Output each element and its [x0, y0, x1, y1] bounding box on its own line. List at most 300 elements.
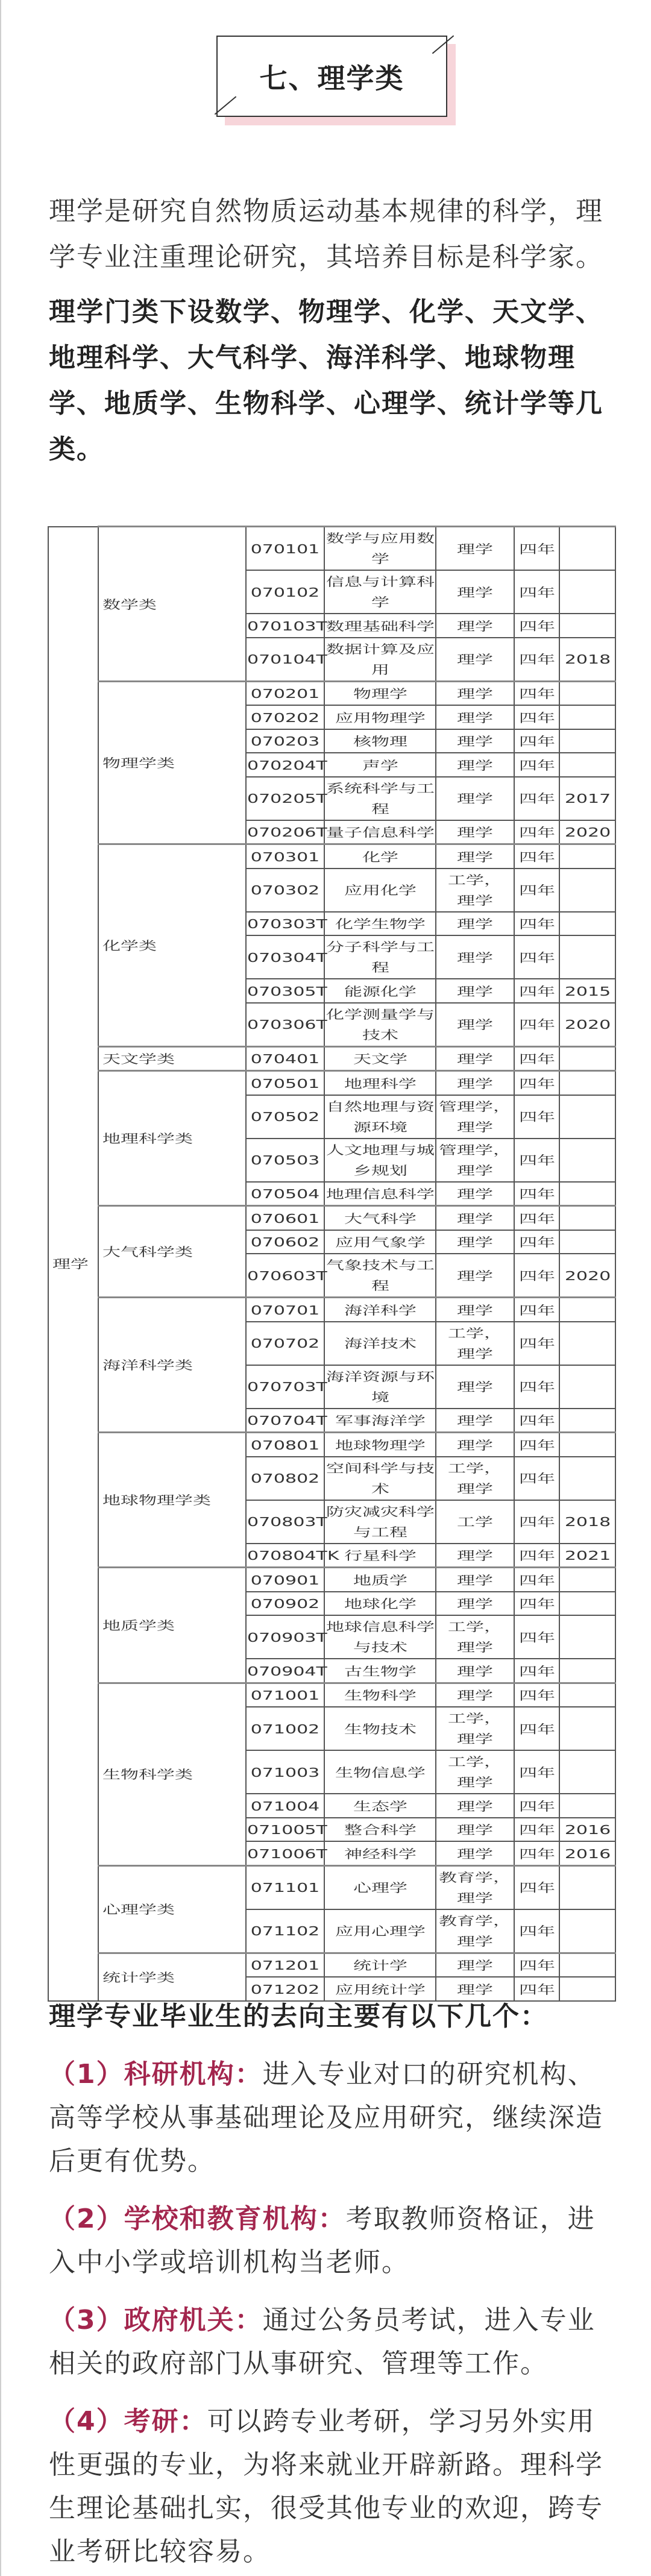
major-code-cell [246, 729, 324, 753]
table-row [48, 1683, 615, 1707]
degree-cell-text: 教育学， 理学 [439, 1913, 511, 1949]
major-name-cell-text: 海洋科学 [344, 1302, 417, 1318]
degree-cell-text: 理学 [457, 758, 493, 773]
major-name-cell [324, 1544, 436, 1568]
degree-cell-text: 理学 [457, 710, 493, 725]
year-added-cell [559, 1457, 615, 1500]
major-name-cell [324, 1182, 436, 1206]
year-added-cell [559, 1365, 615, 1409]
degree-cell [436, 1298, 514, 1322]
major-name-cell-text: 古生物学 [344, 1663, 417, 1679]
degree-cell [436, 1254, 514, 1298]
major-code-cell-text: 071202 [250, 1982, 320, 1997]
major-code-cell [246, 570, 324, 614]
duration-cell [514, 1071, 559, 1095]
major-name-cell-text: 心理学 [353, 1880, 407, 1896]
duration-cell [514, 777, 559, 820]
degree-cell-text: 工学， 理学 [448, 1619, 502, 1654]
major-name-cell [324, 912, 436, 936]
major-code-cell-text: 070903T [247, 1630, 327, 1645]
year-added-cell [559, 844, 615, 869]
year-added-cell-text: 2016 [564, 1846, 611, 1861]
category-cell-text: 天文学类 [102, 1052, 175, 1066]
duration-cell-text: 四年 [518, 1515, 555, 1530]
major-code-cell-text: 070401 [250, 1052, 320, 1066]
degree-cell [436, 1003, 514, 1047]
degree-cell [436, 1707, 514, 1750]
year-added-cell [559, 705, 615, 729]
major-name-cell-text: 数理基础科学 [326, 618, 435, 633]
major-name-cell-text: 生态学 [353, 1798, 407, 1814]
degree-cell-text: 工学， 理学 [448, 1755, 502, 1789]
degree-cell-text: 工学， 理学 [448, 1325, 502, 1361]
year-added-cell-text: 2021 [564, 1548, 611, 1563]
duration-cell [514, 1500, 559, 1544]
major-code-cell-text: 070703T [247, 1380, 327, 1395]
degree-cell-text: 理学 [457, 1597, 493, 1611]
major-name-cell-text: 化学生物学 [335, 917, 426, 931]
major-code-cell-text: 070704T [247, 1413, 327, 1428]
year-added-cell-text: 2018 [564, 652, 611, 667]
duration-cell-text: 四年 [518, 1798, 555, 1814]
category-cell-text: 地质学类 [102, 1618, 175, 1633]
year-added-cell [559, 935, 615, 979]
major-name-cell [324, 705, 436, 729]
duration-cell [514, 1794, 559, 1818]
major-name-cell [324, 1457, 436, 1500]
major-name-cell [324, 1071, 436, 1095]
degree-cell-text: 理学 [457, 950, 493, 965]
major-code-cell [246, 1071, 324, 1095]
year-added-cell [559, 869, 615, 912]
major-code-cell [246, 1046, 324, 1071]
major-name-cell-text: 应用气象学 [335, 1235, 426, 1249]
major-code-cell [246, 777, 327, 820]
category-cell-text: 大气科学类 [102, 1245, 193, 1260]
major-catalog-table [48, 526, 616, 2002]
major-code-cell [246, 1683, 324, 1707]
major-code-cell [246, 912, 327, 936]
major-code-cell [246, 1457, 324, 1500]
year-added-cell [559, 1182, 615, 1206]
major-code-cell-text: 070203 [250, 734, 320, 749]
duration-cell-text: 四年 [518, 1630, 555, 1645]
degree-cell [436, 1139, 514, 1182]
duration-cell-text: 四年 [518, 652, 555, 667]
major-name-cell-text: 统计学 [353, 1958, 407, 1973]
major-name-cell-text: 防灾减灾科学与工程 [326, 1504, 435, 1539]
duration-cell-text: 四年 [518, 1076, 555, 1091]
title-frame [216, 36, 447, 117]
degree-cell [436, 979, 514, 1003]
major-name-cell-text: 气象技术与工程 [326, 1258, 435, 1293]
degree-cell [436, 1544, 514, 1568]
category-cell [98, 1683, 246, 1865]
year-added-cell [559, 1544, 615, 1568]
major-name-cell-text: 地质学 [353, 1572, 407, 1588]
duration-cell [514, 1322, 559, 1365]
major-name-cell [324, 614, 436, 638]
outlook-item-label: （4）考研： [49, 2406, 207, 2437]
major-name-cell [324, 1707, 436, 1750]
degree-cell-text: 教育学， 理学 [439, 1870, 511, 1905]
outlook-item-text: 可以跨专业考研，学习另外实用性更强的专业，为将来就业开辟新路。理科学生理论基础扎实，很受其他专业的欢迎，跨专业考研比较容易。 [49, 2406, 603, 2567]
major-name-cell-text: 生物技术 [344, 1721, 417, 1736]
duration-cell [514, 1841, 559, 1865]
duration-cell-text: 四年 [518, 1380, 555, 1395]
major-name-cell-text: 人文地理与城乡规划 [326, 1142, 435, 1178]
degree-cell [436, 820, 514, 844]
major-code-cell [246, 1707, 324, 1750]
duration-cell [514, 1254, 559, 1298]
major-name-cell-text: 自然地理与资源环境 [326, 1099, 435, 1134]
major-code-cell [246, 1500, 327, 1544]
year-added-cell [559, 1592, 615, 1616]
degree-cell [436, 1659, 514, 1683]
duration-cell-text: 四年 [518, 825, 555, 840]
degree-cell [436, 614, 514, 638]
category-cell [98, 844, 246, 1047]
category-cell [98, 1953, 246, 2001]
major-code-cell [246, 1865, 324, 1909]
year-added-cell [559, 1046, 615, 1071]
year-added-cell-text: 2020 [564, 1268, 611, 1283]
category-cell-text: 生物科学类 [102, 1767, 193, 1782]
major-code-cell [246, 638, 327, 682]
duration-cell-text: 四年 [518, 1880, 555, 1896]
major-name-cell [324, 638, 436, 682]
table-row [48, 844, 615, 869]
major-name-cell [324, 1953, 436, 1977]
major-code-cell [246, 753, 327, 777]
duration-cell [514, 681, 559, 705]
degree-cell [436, 1683, 514, 1707]
degree-cell-text: 理学 [457, 917, 493, 931]
year-added-cell [559, 1953, 615, 1977]
category-cell-text: 物理学类 [102, 756, 175, 770]
year-added-cell [559, 1707, 615, 1750]
degree-cell [436, 1046, 514, 1071]
major-code-cell [246, 820, 327, 844]
degree-cell [436, 1794, 514, 1818]
degree-cell [436, 753, 514, 777]
major-code-cell-text: 070603T [247, 1268, 327, 1283]
degree-cell [436, 912, 514, 936]
degree-cell [436, 1841, 514, 1865]
duration-cell-text: 四年 [518, 1413, 555, 1428]
degree-cell [436, 935, 514, 979]
major-code-cell-text: 071006T [247, 1846, 327, 1861]
degree-cell-text: 管理学， 理学 [439, 1099, 511, 1134]
degree-cell-text: 理学 [457, 734, 493, 749]
major-name-cell-text: 行星科学 [344, 1548, 417, 1563]
year-added-cell [559, 1841, 615, 1865]
year-added-cell [559, 1139, 615, 1182]
degree-cell [436, 1568, 514, 1592]
major-name-cell [324, 1818, 436, 1842]
major-code-cell [246, 681, 324, 705]
degree-cell [436, 1322, 514, 1365]
duration-cell [514, 1865, 559, 1909]
major-code-cell-text: 070702 [250, 1336, 320, 1351]
category-cell-text: 化学类 [102, 938, 157, 953]
major-code-cell-text: 070302 [250, 883, 320, 898]
major-name-cell [324, 1750, 436, 1794]
table-row [48, 1046, 615, 1071]
year-added-cell [559, 1909, 615, 1953]
major-code-cell [246, 869, 324, 912]
degree-cell-text: 理学 [457, 1302, 493, 1318]
duration-cell [514, 1139, 559, 1182]
major-code-cell [246, 1659, 327, 1683]
outlook-item [49, 2197, 612, 2284]
degree-cell [436, 1457, 514, 1500]
major-name-cell-text: 信息与计算科学 [326, 574, 435, 609]
major-code-cell-text: 071201 [250, 1958, 320, 1973]
degree-cell [436, 1750, 514, 1794]
duration-cell [514, 1095, 559, 1139]
duration-cell [514, 1615, 559, 1659]
major-code-cell-text: 071003 [250, 1765, 320, 1780]
major-code-cell [246, 614, 327, 638]
major-name-cell-text: 空间科学与技术 [326, 1460, 435, 1496]
table-row [48, 1568, 615, 1592]
year-added-cell [559, 1500, 615, 1544]
degree-cell [436, 1909, 514, 1953]
major-code-cell-text: 070503 [250, 1153, 320, 1168]
major-name-cell-text: 地理科学 [344, 1076, 417, 1091]
category-cell [98, 1046, 246, 1071]
career-outlook-section [49, 1995, 612, 2574]
duration-cell [514, 1707, 559, 1750]
year-added-cell-text: 2017 [564, 791, 611, 806]
duration-cell [514, 1544, 559, 1568]
duration-cell [514, 570, 559, 614]
year-added-cell [559, 1230, 615, 1254]
duration-cell [514, 979, 559, 1003]
duration-cell-text: 四年 [518, 734, 555, 749]
major-code-cell-text: 070502 [250, 1110, 320, 1125]
major-code-cell [246, 1433, 324, 1457]
duration-cell-text: 四年 [518, 686, 555, 701]
major-code-cell-text: 071004 [250, 1798, 320, 1814]
year-added-cell [559, 753, 615, 777]
major-code-cell [246, 705, 324, 729]
section-title-box [216, 36, 447, 117]
major-code-cell-text: 070904T [247, 1663, 327, 1679]
major-name-cell-text: 整合科学 [344, 1823, 417, 1837]
degree-cell-text: 理学 [457, 686, 493, 701]
major-code-cell [246, 1953, 324, 1977]
year-added-cell [559, 1095, 615, 1139]
duration-cell-text: 四年 [518, 1688, 555, 1703]
major-name-cell [324, 1409, 436, 1433]
major-code-cell-text: 070801 [250, 1437, 320, 1453]
major-code-cell [246, 1365, 327, 1409]
major-code-cell [246, 1139, 324, 1182]
year-added-cell [559, 1409, 615, 1433]
degree-cell-text: 理学 [457, 1982, 493, 1997]
table-row [48, 1865, 615, 1909]
degree-cell-text: 理学 [457, 1413, 493, 1428]
major-name-cell [324, 1230, 436, 1254]
major-code-cell-text: 070202 [250, 710, 320, 725]
major-name-cell [324, 753, 436, 777]
degree-cell-text: 工学， 理学 [448, 872, 502, 908]
duration-cell-text: 四年 [518, 1846, 555, 1861]
duration-cell-text: 四年 [518, 1765, 555, 1780]
duration-cell-text: 四年 [518, 1597, 555, 1611]
duration-cell [514, 1818, 559, 1842]
subjects-summary-paragraph: 理学门类下设数学、物理学、化学、天文学、地理科学、大气科学、海洋科学、地球物理学、地质学、生物科学、心理学、统计学等几类。 [49, 297, 603, 465]
duration-cell [514, 1592, 559, 1616]
duration-cell [514, 753, 559, 777]
major-name-cell-text: 物理学 [353, 686, 407, 701]
degree-cell [436, 638, 514, 682]
year-added-cell [559, 729, 615, 753]
duration-cell-text: 四年 [518, 1572, 555, 1588]
degree-cell-text: 理学 [457, 1017, 493, 1032]
major-code-cell-text: 070501 [250, 1076, 320, 1091]
year-added-cell-text: 2020 [564, 1017, 611, 1032]
degree-cell-text: 理学 [457, 825, 493, 840]
year-added-cell [559, 570, 615, 614]
major-name-cell [324, 869, 436, 912]
degree-cell [436, 1365, 514, 1409]
major-code-cell-text: 070204T [247, 758, 327, 773]
major-name-cell [324, 777, 436, 820]
major-name-cell [324, 820, 436, 844]
major-code-cell-text: 070701 [250, 1302, 320, 1318]
major-code-cell [246, 1909, 324, 1953]
duration-cell [514, 1953, 559, 1977]
major-code-cell [246, 1818, 327, 1842]
major-name-cell [324, 1865, 436, 1909]
year-added-cell [559, 1433, 615, 1457]
outlook-item-text: 进入专业对口的研究机构、高等学校从事基础理论及应用研究，继续深造后更有优势。 [49, 2059, 603, 2176]
major-code-cell-text: 070206T [247, 825, 327, 840]
duration-cell-text: 四年 [518, 1153, 555, 1168]
duration-cell-text: 四年 [518, 849, 555, 864]
duration-cell [514, 1206, 559, 1230]
degree-cell-text: 理学 [457, 1076, 493, 1091]
major-name-cell-text: 量子信息科学 [326, 825, 435, 840]
major-name-cell-text: 系统科学与工程 [326, 781, 435, 816]
major-name-cell [324, 1568, 436, 1592]
intro-paragraph: 理学是研究自然物质运动基本规律的科学，理学专业注重理论研究，其培养目标是科学家。 [49, 196, 603, 272]
major-code-cell-text: 070103T [247, 618, 327, 633]
degree-cell-text: 工学， 理学 [448, 1460, 502, 1496]
category-cell-text: 地球物理学类 [102, 1493, 211, 1508]
duration-cell-text: 四年 [518, 1211, 555, 1226]
duration-cell-text: 四年 [518, 1471, 555, 1486]
duration-cell-text: 四年 [518, 1437, 555, 1453]
major-name-cell [324, 1615, 436, 1659]
degree-cell-text: 理学 [457, 1187, 493, 1201]
major-code-cell-text: 070802 [250, 1471, 320, 1486]
duration-cell [514, 1457, 559, 1500]
major-name-cell [324, 1683, 436, 1707]
degree-cell-text: 理学 [457, 1235, 493, 1249]
duration-cell [514, 1409, 559, 1433]
major-name-cell [324, 1322, 436, 1365]
major-code-cell [246, 1592, 324, 1616]
degree-cell-text: 理学 [457, 1548, 493, 1563]
duration-cell-text: 四年 [518, 710, 555, 725]
table-row [48, 1433, 615, 1457]
major-name-cell [324, 1433, 436, 1457]
major-code-cell [246, 1298, 324, 1322]
major-code-cell-text: 070901 [250, 1572, 320, 1588]
duration-cell [514, 844, 559, 869]
major-code-cell [246, 1206, 324, 1230]
major-code-cell-text: 070303T [247, 917, 327, 931]
outlook-item-label: （2）学校和教育机构： [49, 2204, 346, 2234]
year-added-cell-text: 2016 [564, 1823, 611, 1837]
major-name-cell [324, 681, 436, 705]
duration-cell-text: 四年 [518, 1982, 555, 1997]
year-added-cell [559, 1322, 615, 1365]
duration-cell-text: 四年 [518, 1302, 555, 1318]
duration-cell-text: 四年 [518, 917, 555, 931]
duration-cell [514, 1003, 559, 1047]
major-code-cell [246, 1095, 324, 1139]
duration-cell [514, 1750, 559, 1794]
major-name-cell [324, 1659, 436, 1683]
duration-cell-text: 四年 [518, 1548, 555, 1563]
degree-cell [436, 1615, 514, 1659]
major-code-cell-text: 070301 [250, 849, 320, 864]
major-name-cell [324, 1592, 436, 1616]
section-title: 七、理学类 [259, 61, 404, 95]
major-name-cell [324, 844, 436, 869]
major-name-cell-text: 化学测量学与技术 [326, 1007, 435, 1042]
major-code-cell-text: 071005T [247, 1823, 327, 1837]
degree-cell [436, 1818, 514, 1842]
major-code-cell [246, 1544, 339, 1568]
major-name-cell-text: 应用心理学 [335, 1924, 426, 1939]
degree-cell [436, 869, 514, 912]
major-name-cell [324, 1046, 436, 1071]
major-name-cell-text: 应用化学 [344, 883, 417, 898]
major-name-cell-text: 应用统计学 [335, 1982, 426, 1997]
major-code-cell [246, 1615, 327, 1659]
year-added-cell-text: 2015 [564, 984, 611, 999]
degree-cell-text: 理学 [457, 618, 493, 633]
degree-cell-text: 理学 [457, 1572, 493, 1588]
degree-cell [436, 681, 514, 705]
year-added-cell [559, 1298, 615, 1322]
duration-cell-text: 四年 [518, 1017, 555, 1032]
major-name-cell-text: 海洋资源与环境 [326, 1369, 435, 1404]
year-added-cell [559, 1659, 615, 1683]
category-cell [98, 1433, 246, 1568]
year-added-cell [559, 1818, 615, 1842]
duration-cell-text: 四年 [518, 791, 555, 806]
outlook-item-label: （1）科研机构： [49, 2059, 263, 2090]
degree-cell-text: 理学 [457, 1846, 493, 1861]
year-added-cell [559, 681, 615, 705]
major-code-cell [246, 1182, 324, 1206]
year-added-cell-text: 2020 [564, 825, 611, 840]
major-code-cell-text: 070602 [250, 1235, 320, 1249]
major-name-cell-text: 分子科学与工程 [326, 940, 435, 975]
discipline-cell-text: 理学 [52, 1257, 89, 1272]
year-added-cell [559, 777, 615, 820]
degree-cell [436, 1230, 514, 1254]
major-code-cell-text: 070504 [250, 1187, 320, 1201]
duration-cell [514, 1433, 559, 1457]
